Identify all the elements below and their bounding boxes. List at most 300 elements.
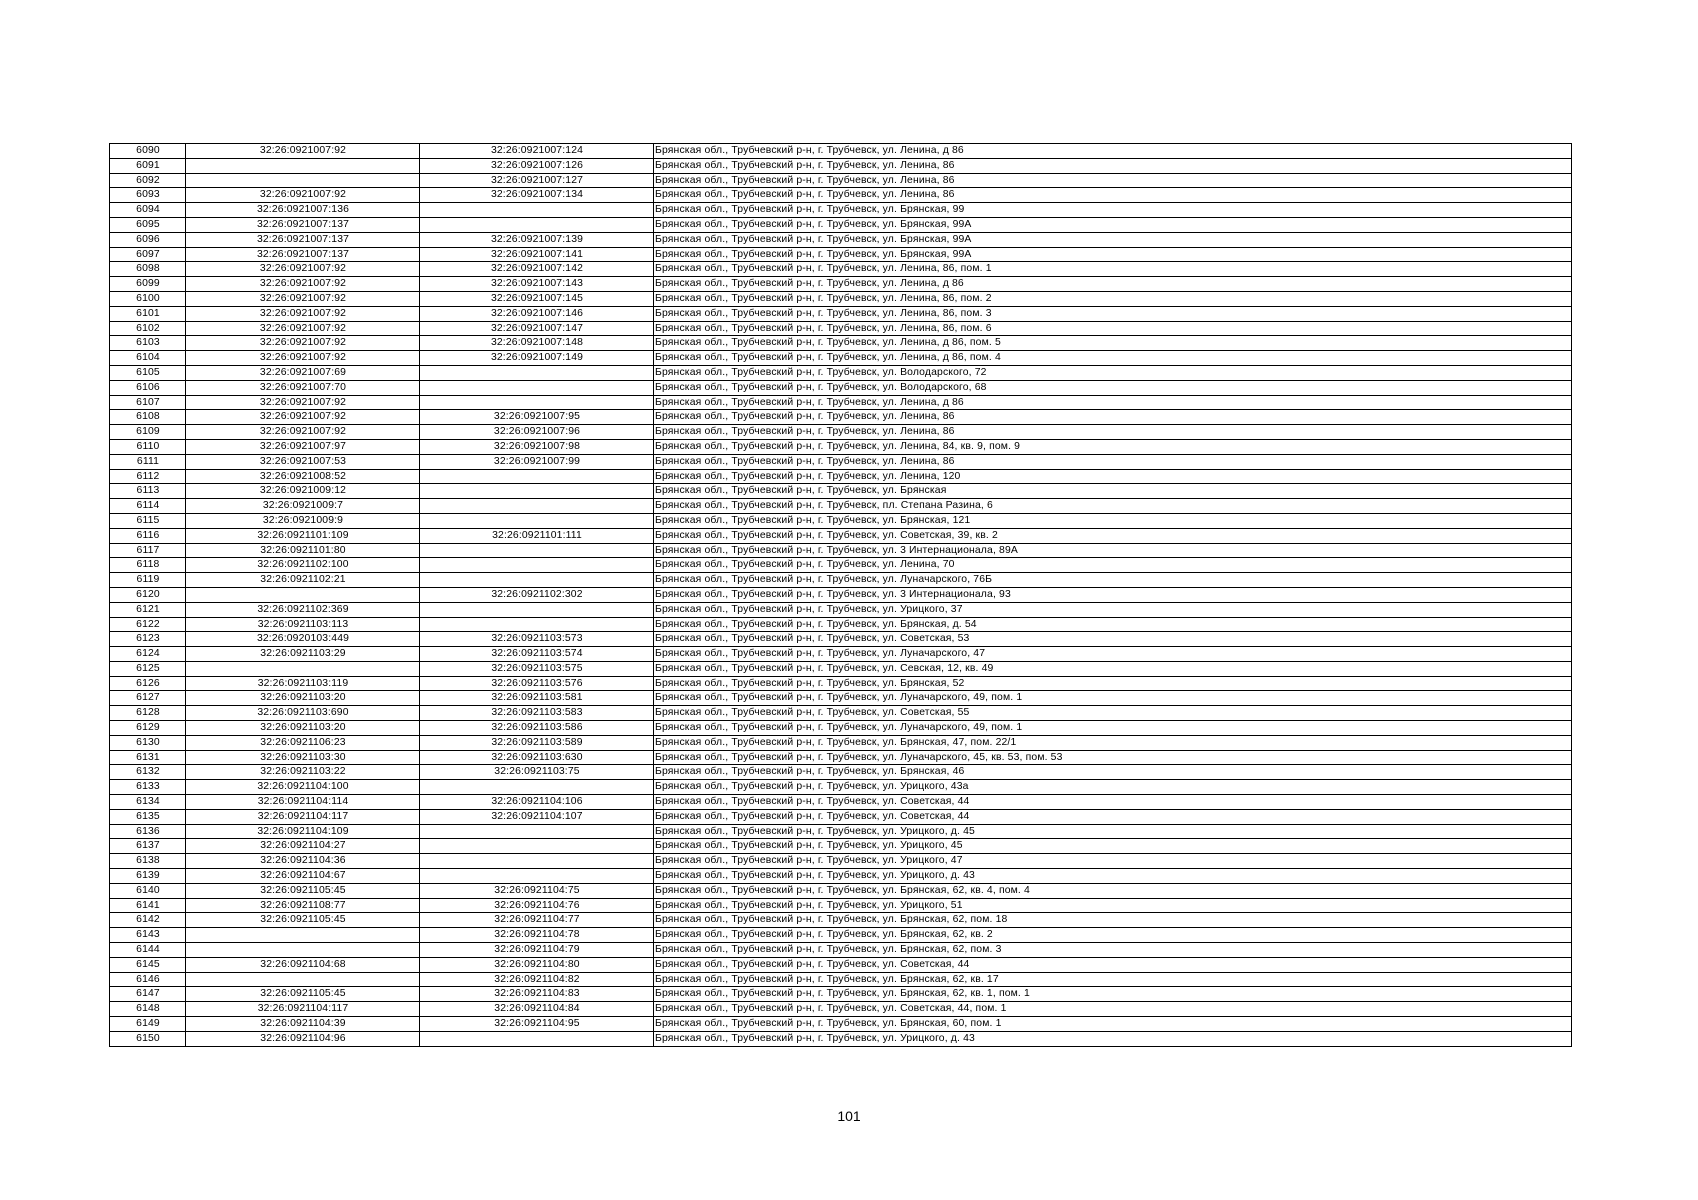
address-cell: Брянская обл., Трубчевский р-н, г. Трубчевск, ул. Брянская, 62, кв. 2 — [654, 928, 1572, 943]
row-number-cell: 6104 — [110, 351, 186, 366]
table-row — [110, 706, 1572, 721]
row-number-cell: 6111 — [110, 454, 186, 469]
table-row — [110, 676, 1572, 691]
object-cadastral-number-cell: 32:26:0921103:589 — [420, 735, 654, 750]
address-cell: Брянская обл., Трубчевский р-н, г. Трубчевск, ул. Ленина, 86 — [654, 188, 1572, 203]
table-row — [110, 735, 1572, 750]
object-cadastral-number-cell: 32:26:0921102:302 — [420, 587, 654, 602]
cadastral-number-cell — [186, 928, 420, 943]
row-number-cell: 6106 — [110, 380, 186, 395]
address-cell: Брянская обл., Трубчевский р-н, г. Трубчевск, ул. Ленина, 86, пом. 1 — [654, 262, 1572, 277]
cadastral-number-cell: 32:26:0921007:92 — [186, 321, 420, 336]
table-row — [110, 839, 1572, 854]
row-number-cell: 6107 — [110, 395, 186, 410]
address-cell: Брянская обл., Трубчевский р-н, г. Трубчевск, ул. Брянская, 62, пом. 18 — [654, 913, 1572, 928]
cadastral-number-cell: 32:26:0921104:68 — [186, 957, 420, 972]
object-cadastral-number-cell: 32:26:0921007:127 — [420, 173, 654, 188]
row-number-cell: 6135 — [110, 809, 186, 824]
cadastral-number-cell: 32:26:0921106:23 — [186, 735, 420, 750]
address-cell: Брянская обл., Трубчевский р-н, г. Трубчевск, ул. Севская, 12, кв. 49 — [654, 661, 1572, 676]
row-number-cell: 6117 — [110, 543, 186, 558]
table-row — [110, 173, 1572, 188]
cadastral-number-cell: 32:26:0921103:20 — [186, 691, 420, 706]
cadastral-number-cell: 32:26:0921104:109 — [186, 824, 420, 839]
table-row — [110, 395, 1572, 410]
row-number-cell: 6144 — [110, 943, 186, 958]
row-number-cell: 6143 — [110, 928, 186, 943]
row-number-cell: 6097 — [110, 247, 186, 262]
row-number-cell: 6134 — [110, 795, 186, 810]
cadastral-number-cell: 32:26:0921104:27 — [186, 839, 420, 854]
object-cadastral-number-cell: 32:26:0921007:141 — [420, 247, 654, 262]
cadastral-number-cell: 32:26:0921007:137 — [186, 217, 420, 232]
row-number-cell: 6121 — [110, 602, 186, 617]
row-number-cell: 6095 — [110, 217, 186, 232]
table-row — [110, 291, 1572, 306]
address-cell: Брянская обл., Трубчевский р-н, г. Трубчевск, ул. Володарского, 68 — [654, 380, 1572, 395]
address-cell: Брянская обл., Трубчевский р-н, г. Трубчевск, ул. Урицкого, 47 — [654, 854, 1572, 869]
cadastral-number-cell: 32:26:0921104:96 — [186, 1031, 420, 1046]
address-cell: Брянская обл., Трубчевский р-н, г. Трубчевск, ул. Володарского, 72 — [654, 365, 1572, 380]
address-cell: Брянская обл., Трубчевский р-н, г. Трубчевск, ул. Брянская, 62, кв. 17 — [654, 972, 1572, 987]
object-cadastral-number-cell — [420, 839, 654, 854]
address-cell: Брянская обл., Трубчевский р-н, г. Трубчевск, ул. Брянская, 60, пом. 1 — [654, 1017, 1572, 1032]
address-cell: Брянская обл., Трубчевский р-н, г. Трубчевск, ул. Брянская, 46 — [654, 765, 1572, 780]
table-row — [110, 380, 1572, 395]
row-number-cell: 6150 — [110, 1031, 186, 1046]
cadastral-number-cell: 32:26:0921007:136 — [186, 203, 420, 218]
table-row — [110, 883, 1572, 898]
cadastral-number-cell: 32:26:0921007:92 — [186, 306, 420, 321]
address-cell: Брянская обл., Трубчевский р-н, г. Трубчевск, ул. Ленина, 70 — [654, 558, 1572, 573]
row-number-cell: 6141 — [110, 898, 186, 913]
address-cell: Брянская обл., Трубчевский р-н, г. Трубчевск, ул. Урицкого, д. 43 — [654, 869, 1572, 884]
table-row — [110, 957, 1572, 972]
table-row — [110, 558, 1572, 573]
registry-table — [109, 143, 1572, 1047]
cadastral-number-cell: 32:26:0921105:45 — [186, 913, 420, 928]
address-cell: Брянская обл., Трубчевский р-н, г. Трубчевск, ул. Ленина, д 86 — [654, 277, 1572, 292]
address-cell: Брянская обл., Трубчевский р-н, г. Трубчевск, ул. Луначарского, 45, кв. 53, пом. 53 — [654, 750, 1572, 765]
cadastral-number-cell: 32:26:0921007:137 — [186, 247, 420, 262]
object-cadastral-number-cell — [420, 395, 654, 410]
object-cadastral-number-cell — [420, 617, 654, 632]
table-row — [110, 232, 1572, 247]
cadastral-number-cell: 32:26:0921103:29 — [186, 647, 420, 662]
table-row — [110, 765, 1572, 780]
table-row — [110, 469, 1572, 484]
table-row — [110, 987, 1572, 1002]
object-cadastral-number-cell: 32:26:0921007:148 — [420, 336, 654, 351]
table-row — [110, 203, 1572, 218]
cadastral-number-cell: 32:26:0921102:369 — [186, 602, 420, 617]
object-cadastral-number-cell — [420, 513, 654, 528]
table-row — [110, 587, 1572, 602]
table-row — [110, 661, 1572, 676]
cadastral-number-cell: 32:26:0921105:45 — [186, 987, 420, 1002]
table-row — [110, 306, 1572, 321]
table-row — [110, 854, 1572, 869]
table-row — [110, 721, 1572, 736]
object-cadastral-number-cell — [420, 469, 654, 484]
address-cell: Брянская обл., Трубчевский р-н, г. Трубчевск, ул. Ленина, 86 — [654, 425, 1572, 440]
table-row — [110, 750, 1572, 765]
cadastral-number-cell: 32:26:0921101:109 — [186, 528, 420, 543]
object-cadastral-number-cell: 32:26:0921007:139 — [420, 232, 654, 247]
address-cell: Брянская обл., Трубчевский р-н, г. Трубчевск, ул. Урицкого, д. 43 — [654, 1031, 1572, 1046]
object-cadastral-number-cell — [420, 380, 654, 395]
row-number-cell: 6136 — [110, 824, 186, 839]
table-row — [110, 913, 1572, 928]
address-cell: Брянская обл., Трубчевский р-н, г. Трубчевск, ул. Брянская, 99 — [654, 203, 1572, 218]
object-cadastral-number-cell — [420, 365, 654, 380]
address-cell: Брянская обл., Трубчевский р-н, г. Трубчевск, ул. Советская, 44, пом. 1 — [654, 1002, 1572, 1017]
cadastral-number-cell: 32:26:0921101:80 — [186, 543, 420, 558]
cadastral-number-cell: 32:26:0921104:39 — [186, 1017, 420, 1032]
object-cadastral-number-cell: 32:26:0921101:111 — [420, 528, 654, 543]
object-cadastral-number-cell — [420, 602, 654, 617]
object-cadastral-number-cell — [420, 484, 654, 499]
address-cell: Брянская обл., Трубчевский р-н, г. Трубчевск, ул. Брянская, 62, кв. 4, пом. 4 — [654, 883, 1572, 898]
row-number-cell: 6110 — [110, 439, 186, 454]
row-number-cell: 6092 — [110, 173, 186, 188]
address-cell: Брянская обл., Трубчевский р-н, г. Трубчевск, ул. Ленина, 86 — [654, 173, 1572, 188]
address-cell: Брянская обл., Трубчевский р-н, г. Трубчевск, ул. Ленина, д 86 — [654, 395, 1572, 410]
object-cadastral-number-cell: 32:26:0921103:574 — [420, 647, 654, 662]
address-cell: Брянская обл., Трубчевский р-н, г. Трубчевск, ул. Урицкого, д. 45 — [654, 824, 1572, 839]
row-number-cell: 6124 — [110, 647, 186, 662]
address-cell: Брянская обл., Трубчевский р-н, г. Трубчевск, ул. Советская, 44 — [654, 795, 1572, 810]
row-number-cell: 6126 — [110, 676, 186, 691]
table-row — [110, 1002, 1572, 1017]
address-cell: Брянская обл., Трубчевский р-н, г. Трубчевск, ул. Ленина, 86 — [654, 454, 1572, 469]
cadastral-number-cell: 32:26:0921007:92 — [186, 262, 420, 277]
table-row — [110, 188, 1572, 203]
address-cell: Брянская обл., Трубчевский р-н, г. Трубчевск, ул. Ленина, 86 — [654, 158, 1572, 173]
row-number-cell: 6133 — [110, 780, 186, 795]
address-cell: Брянская обл., Трубчевский р-н, г. Трубчевск, ул. Ленина, 84, кв. 9, пом. 9 — [654, 439, 1572, 454]
cadastral-number-cell: 32:26:0921103:690 — [186, 706, 420, 721]
table-row — [110, 809, 1572, 824]
table-row — [110, 513, 1572, 528]
cadastral-number-cell: 32:26:0921007:92 — [186, 395, 420, 410]
table-row — [110, 543, 1572, 558]
object-cadastral-number-cell — [420, 854, 654, 869]
table-row — [110, 691, 1572, 706]
object-cadastral-number-cell — [420, 1031, 654, 1046]
object-cadastral-number-cell: 32:26:0921103:630 — [420, 750, 654, 765]
table-row — [110, 454, 1572, 469]
table-row — [110, 632, 1572, 647]
object-cadastral-number-cell: 32:26:0921104:78 — [420, 928, 654, 943]
row-number-cell: 6125 — [110, 661, 186, 676]
cadastral-number-cell: 32:26:0921007:53 — [186, 454, 420, 469]
address-cell: Брянская обл., Трубчевский р-н, г. Трубчевск, ул. Советская, 53 — [654, 632, 1572, 647]
address-cell: Брянская обл., Трубчевский р-н, г. Трубчевск, ул. Советская, 55 — [654, 706, 1572, 721]
cadastral-number-cell: 32:26:0921103:20 — [186, 721, 420, 736]
cadastral-number-cell: 32:26:0921007:92 — [186, 351, 420, 366]
row-number-cell: 6139 — [110, 869, 186, 884]
row-number-cell: 6099 — [110, 277, 186, 292]
row-number-cell: 6112 — [110, 469, 186, 484]
table-row — [110, 1031, 1572, 1046]
object-cadastral-number-cell: 32:26:0921007:96 — [420, 425, 654, 440]
object-cadastral-number-cell: 32:26:0921007:134 — [420, 188, 654, 203]
address-cell: Брянская обл., Трубчевский р-н, г. Трубчевск, ул. Брянская, 99А — [654, 217, 1572, 232]
cadastral-number-cell: 32:26:0921007:97 — [186, 439, 420, 454]
address-cell: Брянская обл., Трубчевский р-н, г. Трубчевск, ул. Советская, 44 — [654, 957, 1572, 972]
address-cell: Брянская обл., Трубчевский р-н, г. Трубчевск, ул. Брянская — [654, 484, 1572, 499]
row-number-cell: 6128 — [110, 706, 186, 721]
row-number-cell: 6091 — [110, 158, 186, 173]
cadastral-number-cell: 32:26:0921007:92 — [186, 188, 420, 203]
address-cell: Брянская обл., Трубчевский р-н, г. Трубчевск, ул. Ленина, 86 — [654, 410, 1572, 425]
table-row — [110, 617, 1572, 632]
object-cadastral-number-cell: 32:26:0921103:583 — [420, 706, 654, 721]
table-row — [110, 144, 1572, 159]
table-row — [110, 410, 1572, 425]
address-cell: Брянская обл., Трубчевский р-н, г. Трубчевск, ул. Брянская, 62, кв. 1, пом. 1 — [654, 987, 1572, 1002]
table-row — [110, 321, 1572, 336]
table-row — [110, 943, 1572, 958]
address-cell: Брянская обл., Трубчевский р-н, г. Трубчевск, ул. Урицкого, 37 — [654, 602, 1572, 617]
table-row — [110, 351, 1572, 366]
row-number-cell: 6102 — [110, 321, 186, 336]
row-number-cell: 6096 — [110, 232, 186, 247]
cadastral-number-cell: 32:26:0921007:70 — [186, 380, 420, 395]
cadastral-number-cell — [186, 587, 420, 602]
address-cell: Брянская обл., Трубчевский р-н, г. Трубчевск, ул. Ленина, д 86, пом. 5 — [654, 336, 1572, 351]
cadastral-number-cell: 32:26:0921105:45 — [186, 883, 420, 898]
row-number-cell: 6148 — [110, 1002, 186, 1017]
address-cell: Брянская обл., Трубчевский р-н, г. Трубчевск, ул. Советская, 39, кв. 2 — [654, 528, 1572, 543]
address-cell: Брянская обл., Трубчевский р-н, г. Трубчевск, ул. Луначарского, 47 — [654, 647, 1572, 662]
cadastral-number-cell: 32:26:0921007:92 — [186, 277, 420, 292]
page-number: 101 — [837, 1108, 861, 1124]
row-number-cell: 6127 — [110, 691, 186, 706]
address-cell: Брянская обл., Трубчевский р-н, г. Трубчевск, ул. Брянская, д. 54 — [654, 617, 1572, 632]
address-cell: Брянская обл., Трубчевский р-н, г. Трубчевск, ул. Ленина, 86, пом. 6 — [654, 321, 1572, 336]
cadastral-number-cell — [186, 158, 420, 173]
row-number-cell: 6115 — [110, 513, 186, 528]
row-number-cell: 6137 — [110, 839, 186, 854]
object-cadastral-number-cell: 32:26:0921103:581 — [420, 691, 654, 706]
table-row — [110, 439, 1572, 454]
object-cadastral-number-cell: 32:26:0921104:83 — [420, 987, 654, 1002]
address-cell: Брянская обл., Трубчевский р-н, г. Трубчевск, ул. Брянская, 52 — [654, 676, 1572, 691]
table-row — [110, 1017, 1572, 1032]
row-number-cell: 6118 — [110, 558, 186, 573]
cadastral-number-cell: 32:26:0921102:21 — [186, 573, 420, 588]
table-row — [110, 425, 1572, 440]
cadastral-number-cell: 32:26:0921108:77 — [186, 898, 420, 913]
object-cadastral-number-cell: 32:26:0921007:126 — [420, 158, 654, 173]
row-number-cell: 6120 — [110, 587, 186, 602]
row-number-cell: 6094 — [110, 203, 186, 218]
object-cadastral-number-cell: 32:26:0921104:82 — [420, 972, 654, 987]
cadastral-number-cell: 32:26:0921103:119 — [186, 676, 420, 691]
object-cadastral-number-cell: 32:26:0921007:149 — [420, 351, 654, 366]
table-row — [110, 365, 1572, 380]
address-cell: Брянская обл., Трубчевский р-н, г. Трубчевск, ул. Луначарского, 49, пом. 1 — [654, 721, 1572, 736]
row-number-cell: 6132 — [110, 765, 186, 780]
row-number-cell: 6140 — [110, 883, 186, 898]
table-row — [110, 795, 1572, 810]
cadastral-number-cell — [186, 943, 420, 958]
row-number-cell: 6147 — [110, 987, 186, 1002]
cadastral-number-cell: 32:26:0921104:117 — [186, 809, 420, 824]
object-cadastral-number-cell — [420, 780, 654, 795]
object-cadastral-number-cell: 32:26:0921007:143 — [420, 277, 654, 292]
address-cell: Брянская обл., Трубчевский р-н, г. Трубчевск, ул. Урицкого, 43а — [654, 780, 1572, 795]
object-cadastral-number-cell — [420, 558, 654, 573]
row-number-cell: 6100 — [110, 291, 186, 306]
row-number-cell: 6145 — [110, 957, 186, 972]
object-cadastral-number-cell: 32:26:0921104:84 — [420, 1002, 654, 1017]
cadastral-number-cell: 32:26:0921103:113 — [186, 617, 420, 632]
object-cadastral-number-cell: 32:26:0921007:142 — [420, 262, 654, 277]
address-cell: Брянская обл., Трубчевский р-н, г. Трубчевск, пл. Степана Разина, 6 — [654, 499, 1572, 514]
table-row — [110, 158, 1572, 173]
address-cell: Брянская обл., Трубчевский р-н, г. Трубчевск, ул. Ленина, 86, пом. 3 — [654, 306, 1572, 321]
cadastral-number-cell: 32:26:0921102:100 — [186, 558, 420, 573]
cadastral-number-cell: 32:26:0921009:7 — [186, 499, 420, 514]
object-cadastral-number-cell — [420, 217, 654, 232]
address-cell: Брянская обл., Трубчевский р-н, г. Трубчевск, ул. Брянская, 47, пом. 22/1 — [654, 735, 1572, 750]
object-cadastral-number-cell — [420, 869, 654, 884]
row-number-cell: 6142 — [110, 913, 186, 928]
row-number-cell: 6119 — [110, 573, 186, 588]
address-cell: Брянская обл., Трубчевский р-н, г. Трубчевск, ул. Ленина, 86, пом. 2 — [654, 291, 1572, 306]
object-cadastral-number-cell: 32:26:0921103:575 — [420, 661, 654, 676]
table-row — [110, 869, 1572, 884]
address-cell: Брянская обл., Трубчевский р-н, г. Трубчевск, ул. Брянская, 99А — [654, 232, 1572, 247]
cadastral-number-cell — [186, 173, 420, 188]
address-cell: Брянская обл., Трубчевский р-н, г. Трубчевск, ул. Брянская, 121 — [654, 513, 1572, 528]
table-row — [110, 262, 1572, 277]
row-number-cell: 6129 — [110, 721, 186, 736]
object-cadastral-number-cell: 32:26:0921103:576 — [420, 676, 654, 691]
row-number-cell: 6098 — [110, 262, 186, 277]
object-cadastral-number-cell: 32:26:0921104:77 — [420, 913, 654, 928]
address-cell: Брянская обл., Трубчевский р-н, г. Трубчевск, ул. 3 Интернационала, 93 — [654, 587, 1572, 602]
address-cell: Брянская обл., Трубчевский р-н, г. Трубчевск, ул. 3 Интернационала, 89А — [654, 543, 1572, 558]
object-cadastral-number-cell: 32:26:0921007:147 — [420, 321, 654, 336]
object-cadastral-number-cell: 32:26:0921103:573 — [420, 632, 654, 647]
object-cadastral-number-cell: 32:26:0921007:146 — [420, 306, 654, 321]
cadastral-number-cell: 32:26:0921104:114 — [186, 795, 420, 810]
cadastral-number-cell: 32:26:0921103:30 — [186, 750, 420, 765]
object-cadastral-number-cell: 32:26:0921103:75 — [420, 765, 654, 780]
object-cadastral-number-cell: 32:26:0921007:145 — [420, 291, 654, 306]
object-cadastral-number-cell: 32:26:0921103:586 — [420, 721, 654, 736]
cadastral-number-cell: 32:26:0921007:92 — [186, 336, 420, 351]
object-cadastral-number-cell: 32:26:0921007:99 — [420, 454, 654, 469]
table-row — [110, 824, 1572, 839]
address-cell: Брянская обл., Трубчевский р-н, г. Трубчевск, ул. Луначарского, 49, пом. 1 — [654, 691, 1572, 706]
cadastral-number-cell: 32:26:0920103:449 — [186, 632, 420, 647]
table-row — [110, 573, 1572, 588]
row-number-cell: 6122 — [110, 617, 186, 632]
object-cadastral-number-cell — [420, 499, 654, 514]
address-cell: Брянская обл., Трубчевский р-н, г. Трубчевск, ул. Ленина, 120 — [654, 469, 1572, 484]
row-number-cell: 6114 — [110, 499, 186, 514]
table-row — [110, 898, 1572, 913]
object-cadastral-number-cell: 32:26:0921104:75 — [420, 883, 654, 898]
table-row — [110, 499, 1572, 514]
object-cadastral-number-cell: 32:26:0921104:79 — [420, 943, 654, 958]
cadastral-number-cell: 32:26:0921009:9 — [186, 513, 420, 528]
row-number-cell: 6105 — [110, 365, 186, 380]
object-cadastral-number-cell: 32:26:0921007:95 — [420, 410, 654, 425]
address-cell: Брянская обл., Трубчевский р-н, г. Трубчевск, ул. Ленина, д 86, пом. 4 — [654, 351, 1572, 366]
object-cadastral-number-cell: 32:26:0921104:106 — [420, 795, 654, 810]
table-row — [110, 217, 1572, 232]
row-number-cell: 6108 — [110, 410, 186, 425]
cadastral-number-cell — [186, 661, 420, 676]
table-row — [110, 247, 1572, 262]
row-number-cell: 6131 — [110, 750, 186, 765]
address-cell: Брянская обл., Трубчевский р-н, г. Трубчевск, ул. Ленина, д 86 — [654, 144, 1572, 159]
cadastral-number-cell: 32:26:0921007:137 — [186, 232, 420, 247]
row-number-cell: 6090 — [110, 144, 186, 159]
cadastral-number-cell: 32:26:0921008:52 — [186, 469, 420, 484]
object-cadastral-number-cell: 32:26:0921007:98 — [420, 439, 654, 454]
table-row — [110, 336, 1572, 351]
table-row — [110, 780, 1572, 795]
row-number-cell: 6138 — [110, 854, 186, 869]
row-number-cell: 6103 — [110, 336, 186, 351]
object-cadastral-number-cell: 32:26:0921104:107 — [420, 809, 654, 824]
table-row — [110, 602, 1572, 617]
cadastral-number-cell: 32:26:0921104:117 — [186, 1002, 420, 1017]
row-number-cell: 6116 — [110, 528, 186, 543]
cadastral-number-cell: 32:26:0921007:92 — [186, 144, 420, 159]
object-cadastral-number-cell: 32:26:0921104:80 — [420, 957, 654, 972]
row-number-cell: 6113 — [110, 484, 186, 499]
address-cell: Брянская обл., Трубчевский р-н, г. Трубчевск, ул. Урицкого, 45 — [654, 839, 1572, 854]
table-row — [110, 528, 1572, 543]
cadastral-number-cell: 32:26:0921007:92 — [186, 425, 420, 440]
row-number-cell: 6146 — [110, 972, 186, 987]
row-number-cell: 6093 — [110, 188, 186, 203]
cadastral-number-cell: 32:26:0921007:92 — [186, 291, 420, 306]
object-cadastral-number-cell — [420, 203, 654, 218]
address-cell: Брянская обл., Трубчевский р-н, г. Трубчевск, ул. Брянская, 99А — [654, 247, 1572, 262]
address-cell: Брянская обл., Трубчевский р-н, г. Трубчевск, ул. Луначарского, 76Б — [654, 573, 1572, 588]
cadastral-number-cell: 32:26:0921103:22 — [186, 765, 420, 780]
row-number-cell: 6109 — [110, 425, 186, 440]
row-number-cell: 6101 — [110, 306, 186, 321]
cadastral-number-cell: 32:26:0921104:67 — [186, 869, 420, 884]
table-row — [110, 647, 1572, 662]
row-number-cell: 6149 — [110, 1017, 186, 1032]
address-cell: Брянская обл., Трубчевский р-н, г. Трубчевск, ул. Советская, 44 — [654, 809, 1572, 824]
table-row — [110, 484, 1572, 499]
cadastral-number-cell: 32:26:0921009:12 — [186, 484, 420, 499]
cadastral-number-cell: 32:26:0921104:100 — [186, 780, 420, 795]
row-number-cell: 6123 — [110, 632, 186, 647]
cadastral-number-cell: 32:26:0921007:69 — [186, 365, 420, 380]
table-row — [110, 277, 1572, 292]
object-cadastral-number-cell: 32:26:0921007:124 — [420, 144, 654, 159]
address-cell: Брянская обл., Трубчевский р-н, г. Трубчевск, ул. Брянская, 62, пом. 3 — [654, 943, 1572, 958]
cadastral-number-cell: 32:26:0921007:92 — [186, 410, 420, 425]
object-cadastral-number-cell: 32:26:0921104:95 — [420, 1017, 654, 1032]
table-row — [110, 928, 1572, 943]
object-cadastral-number-cell — [420, 573, 654, 588]
address-cell: Брянская обл., Трубчевский р-н, г. Трубчевск, ул. Урицкого, 51 — [654, 898, 1572, 913]
